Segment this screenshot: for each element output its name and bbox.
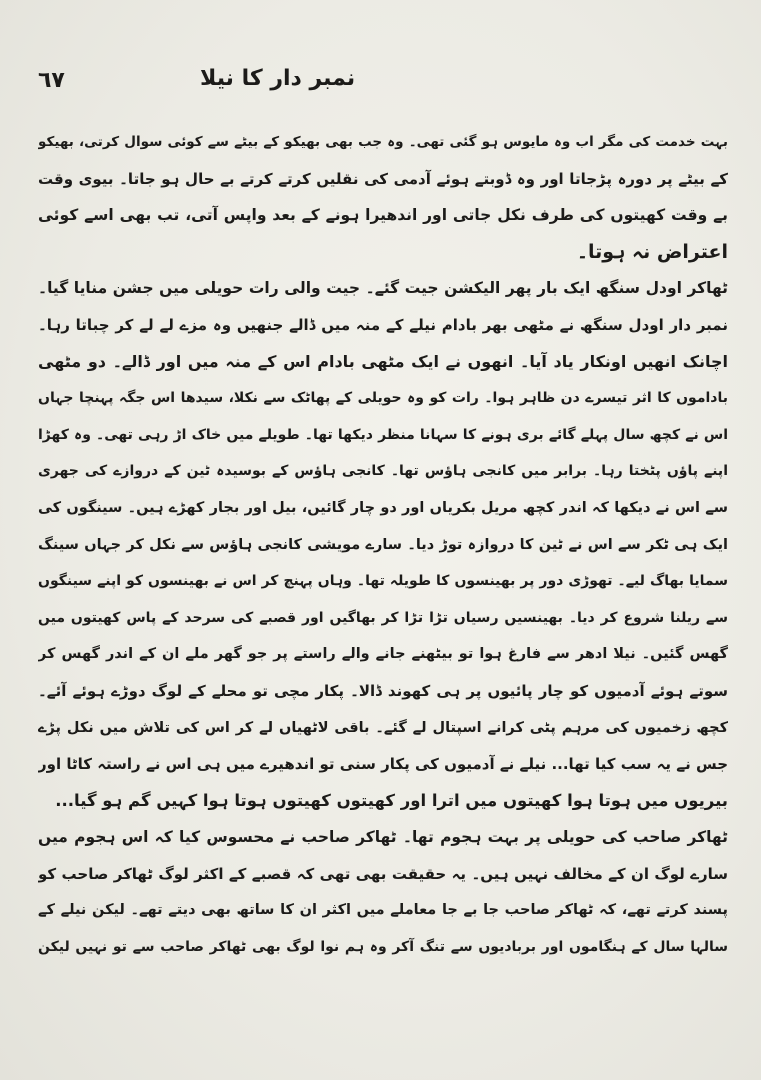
running-title: نمبر دار کا نیلا xyxy=(200,66,356,91)
text-line: کچھ زخمیوں کی مرہم پٹی کرانے اسپتال لے گئے۔ باقی لاٹھیاں لے کر اس کی تلاش میں نکل پڑے xyxy=(38,719,728,736)
text-line: ایک ہی ٹکر سے اس نے ٹین کا دروازہ توڑ دیا۔ سارے مویشی کانجی ہاؤس سے نکل کر جہاں سینگ xyxy=(38,536,728,553)
text-line: کے بیٹے پر دورہ پڑجاتا اور وہ ڈوبتے ہوئے آدمی کی نقلیں کرتے کرتے بے حال ہو جاتا۔ بیوی وقت xyxy=(38,169,728,188)
text-line: اچانک انھیں اونکار یاد آیا۔ انھوں نے ایک مٹھی بادام اس کے منہ میں اور ڈالے۔ دو مٹھی xyxy=(38,351,728,371)
text-line: گھس گئیں۔ نیلا ادھر سے فارغ ہوا تو بیٹھنے جانے والے راستے پر جو گھر ملے ان کے اندر گھس کر xyxy=(38,646,728,663)
body-text xyxy=(38,124,728,966)
text-line: بے وقت کھیتوں کی طرف نکل جاتی اور اندھیرا ہونے کے بعد واپس آتی، تب بھی اسے کوئی xyxy=(38,206,728,225)
text-line: سے اس نے دیکھا کہ اندر کچھ مریل بکریاں اور دو چار گائیں، بیل اور بجار کھڑے ہیں۔ سینگوں کی xyxy=(38,499,728,516)
text-line: جس نے یہ سب کیا تھا... نیلے نے آدمیوں کی پکار سنی تو اندھیرے میں ہی اس نے راستہ کاٹا اور xyxy=(38,755,728,774)
page-number: ٦٧ xyxy=(38,68,65,93)
text-line: سارے لوگ ان کے مخالف نہیں ہیں۔ یہ حقیقت بھی تھی کہ قصبے کے اکثر لوگ ٹھاکر صاحب کو xyxy=(38,864,728,883)
text-line: اعتراض نہ ہوتا۔ xyxy=(576,240,728,263)
text-line: سمایا بھاگ لیے۔ تھوڑی دور پر بھینسوں کا طویلہ تھا۔ وہاں پہنچ کر اس نے بھینسوں کو اپنے سینگوں xyxy=(38,573,728,590)
text-line: پسند کرتے تھے، کہ ٹھاکر صاحب جا بے جا معاملے میں اکثر ان کا ساتھ بھی دیتے تھے۔ لیکن نیلے کے xyxy=(38,902,728,919)
text-line: بیریوں میں ہوتا ہوا کھیتوں میں اترا اور کھیتوں کھیتوں ہوتا ہوا کہیں گم ہو گیا... xyxy=(55,790,728,810)
text-line: اپنے پاؤں پٹختا رہا۔ برابر میں کانجی ہاؤس تھا۔ کانجی ہاؤس کے بوسیدہ ٹین کے دروازے کی جھری xyxy=(38,463,728,480)
text-line: ٹھاکر اودل سنگھ ایک بار پھر الیکشن جیت گئے۔ جیت والی رات حویلی میں جشن منایا گیا۔ xyxy=(38,279,728,298)
text-line: نمبر دار اودل سنگھ نے مٹھی بھر بادام نیلے کے منہ میں ڈالے جنھیں وہ مزے لے لے کر چباتا رہا۔ xyxy=(38,315,728,334)
text-line: اس نے کچھ سال پہلے گائے بری ہونے کا سہانا منظر دیکھا تھا۔ طویلے میں خاک اڑ رہی تھی۔ وہ کھڑا xyxy=(38,426,728,443)
text-line: ٹھاکر صاحب کی حویلی پر بہت ہجوم تھا۔ ٹھاکر صاحب نے محسوس کیا کہ اس ہجوم میں xyxy=(38,828,728,847)
page-header xyxy=(0,62,761,102)
text-line: سوتے ہوئے آدمیوں کو چار پائیوں پر ہی کھوند ڈالا۔ پکار مچی تو محلے کے لوگ دوڑے ہوئے آئے۔ xyxy=(38,681,728,700)
text-line: باداموں کا اثر تیسرے دن ظاہر ہوا۔ رات کو وہ حویلی کے پھاٹک سے نکلا، سیدھا اس جگہ پہنچا جہاں xyxy=(38,390,728,407)
text-line: سالہا سال کے ہنگاموں اور بربادیوں سے تنگ آکر وہ ہم نوا لوگ بھی ٹھاکر صاحب سے تو نہیں لیکن xyxy=(38,939,728,956)
text-line: سے ریلنا شروع کر دیا۔ بھینسیں رسیاں تڑا تڑا کر بھاگیں اور قصبے کی سرحد کے پاس کھیتوں میں xyxy=(38,609,728,626)
text-line: بہت خدمت کی مگر اب وہ مایوس ہو گئی تھی۔ وہ جب بھی بھیکو کے بیٹے سے کوئی سوال کرتی، بھیکو xyxy=(38,134,728,150)
